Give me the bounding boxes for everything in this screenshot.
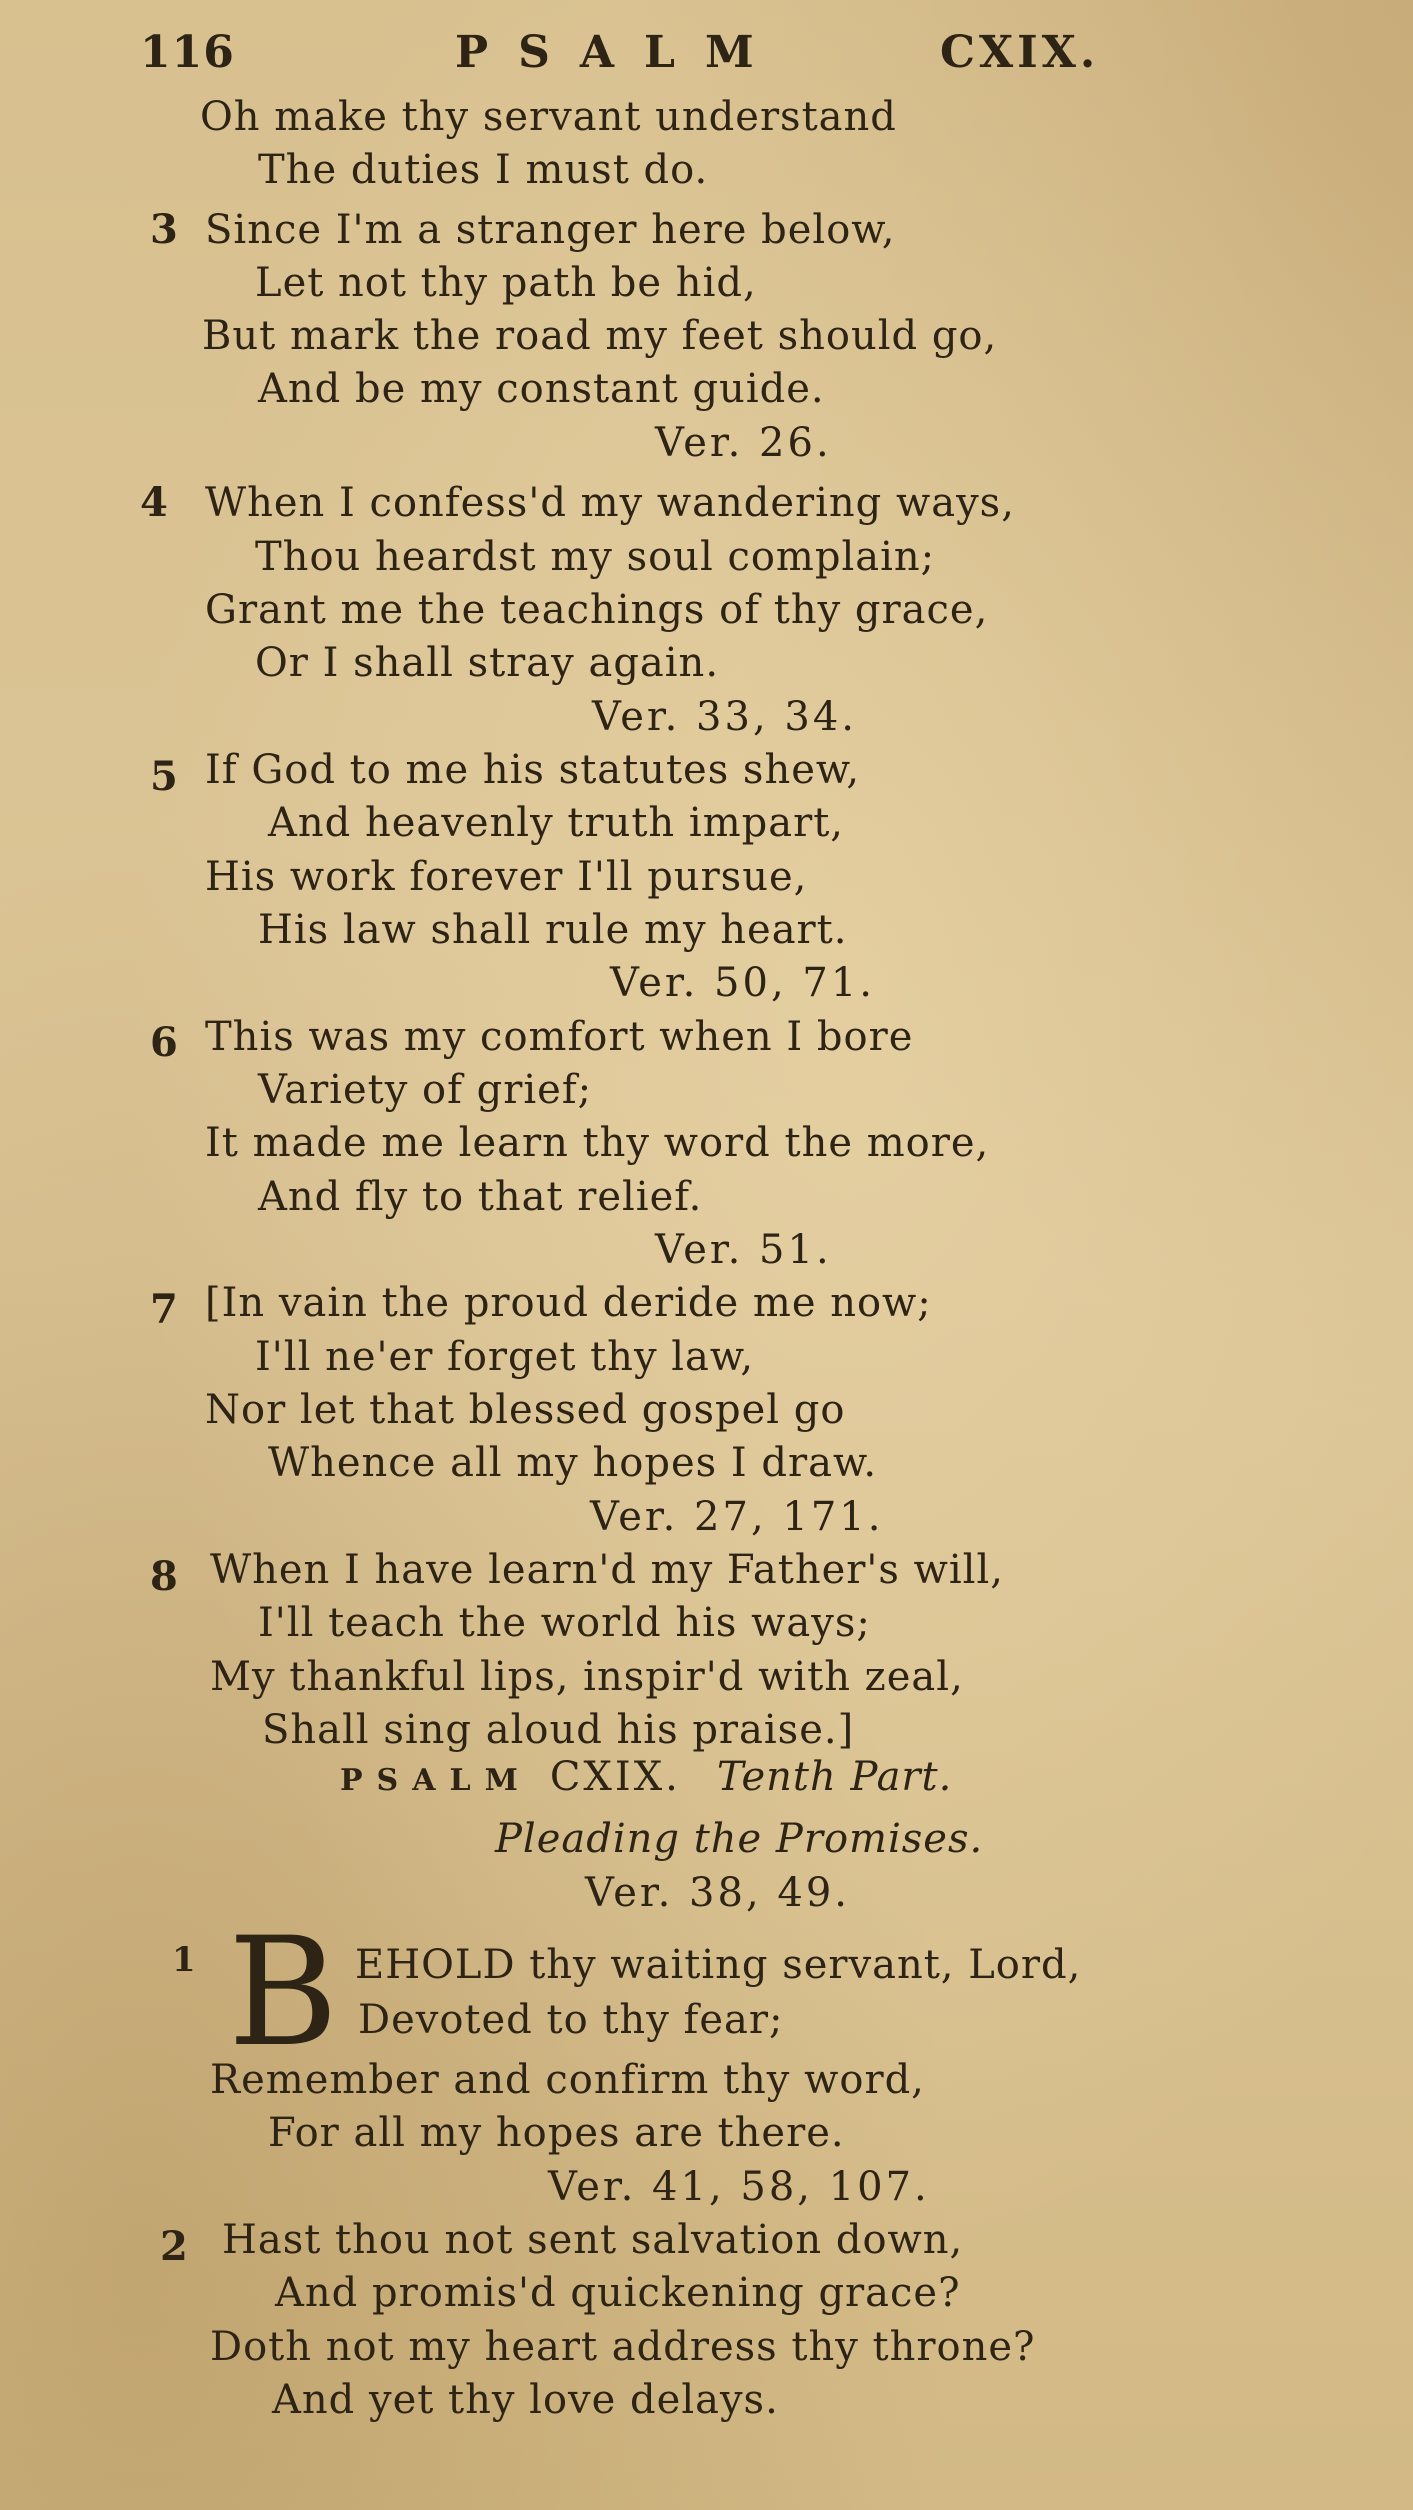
verse-line: And promis'd quickening grace? [275,2270,961,2316]
verse-line: And yet thy love delays. [272,2377,779,2423]
verse-line: And be my constant guide. [258,366,825,412]
verse-line: His law shall rule my heart. [258,907,848,953]
stanza-number: 1 [172,1940,196,1980]
verse-line: It made me learn thy word the more, [205,1120,990,1166]
part-heading [340,1752,952,1806]
verse-line: Thou heardst my soul complain; [255,534,936,580]
part-psalm-label: PSALM [340,1763,532,1798]
verse-line: I'll ne'er forget thy law, [255,1334,755,1380]
stanza-number: 7 [150,1286,178,1333]
verse-line: This was my comfort when I bore [205,1014,914,1060]
verse-line: Devoted to thy fear; [358,1997,784,2043]
verse-line: Since I'm a stranger here below, [205,207,896,253]
verse-line: Shall sing aloud his praise.] [262,1707,855,1753]
verse-line: Remember and confirm thy word, [210,2057,925,2103]
verse-line: Nor let that blessed gospel go [205,1387,846,1433]
verse-line: Doth not my heart address thy throne? [210,2324,1036,2370]
verse-line: The duties I must do. [258,147,709,193]
stanza-number: 6 [150,1019,178,1066]
verse-line: Let not thy path be hid, [255,260,757,306]
verse-line: Oh make thy servant understand [200,94,897,140]
verse-line: His work forever I'll pursue, [205,854,808,900]
verse-reference: Ver. 27, 171. [590,1494,884,1540]
verse-reference: Ver. 50, 71. [610,960,875,1006]
psalm-number: CXIX. [940,27,1100,78]
verse-line: When I confess'd my wandering ways, [205,480,1015,526]
verse-line: For all my hopes are there. [268,2110,845,2156]
verse-line: EHOLD thy waiting servant, Lord, [355,1942,1082,1988]
verse-line: Variety of grief; [258,1067,593,1113]
stanza-number: 8 [150,1553,178,1600]
verse-reference: Ver. 33, 34. [592,694,857,740]
verse-line: Or I shall stray again. [255,640,720,686]
part-label: Tenth Part. [716,1754,953,1800]
verse-line: Hast thou not sent salvation down, [222,2217,964,2263]
verse-line: My thankful lips, inspir'd with zeal, [210,1654,964,1700]
verse-reference: Ver. 51. [655,1227,832,1273]
part-psalm-ref: CXIX. [549,1754,681,1800]
verse-line: I'll teach the world his ways; [258,1600,871,1646]
verse-reference: Ver. 26. [655,420,832,466]
stanza-number: 4 [140,479,168,526]
verse-line: Whence all my hopes I draw. [268,1440,878,1486]
drop-cap: B [228,1906,339,2080]
verse-reference: Ver. 41, 58, 107. [548,2164,930,2210]
stanza-number: 2 [160,2223,188,2270]
stanza-number: 5 [150,753,178,800]
verse-line: And heavenly truth impart, [268,800,844,846]
stanza-number: 3 [150,206,178,253]
verse-line: Grant me the teachings of thy grace, [205,587,989,633]
verse-line: When I have learn'd my Father's will, [210,1547,1004,1593]
verse-line: But mark the road my feet should go, [202,313,998,359]
hymn-subtitle: Pleading the Promises. [495,1816,984,1862]
page-number: 116 [140,27,235,78]
running-title: PSALM [455,27,784,78]
verse-reference: Ver. 38, 49. [585,1870,850,1916]
verse-line: [In vain the proud deride me now; [205,1280,932,1326]
verse-line: If God to me his statutes shew, [205,747,861,793]
verse-line: And fly to that relief. [258,1174,703,1220]
